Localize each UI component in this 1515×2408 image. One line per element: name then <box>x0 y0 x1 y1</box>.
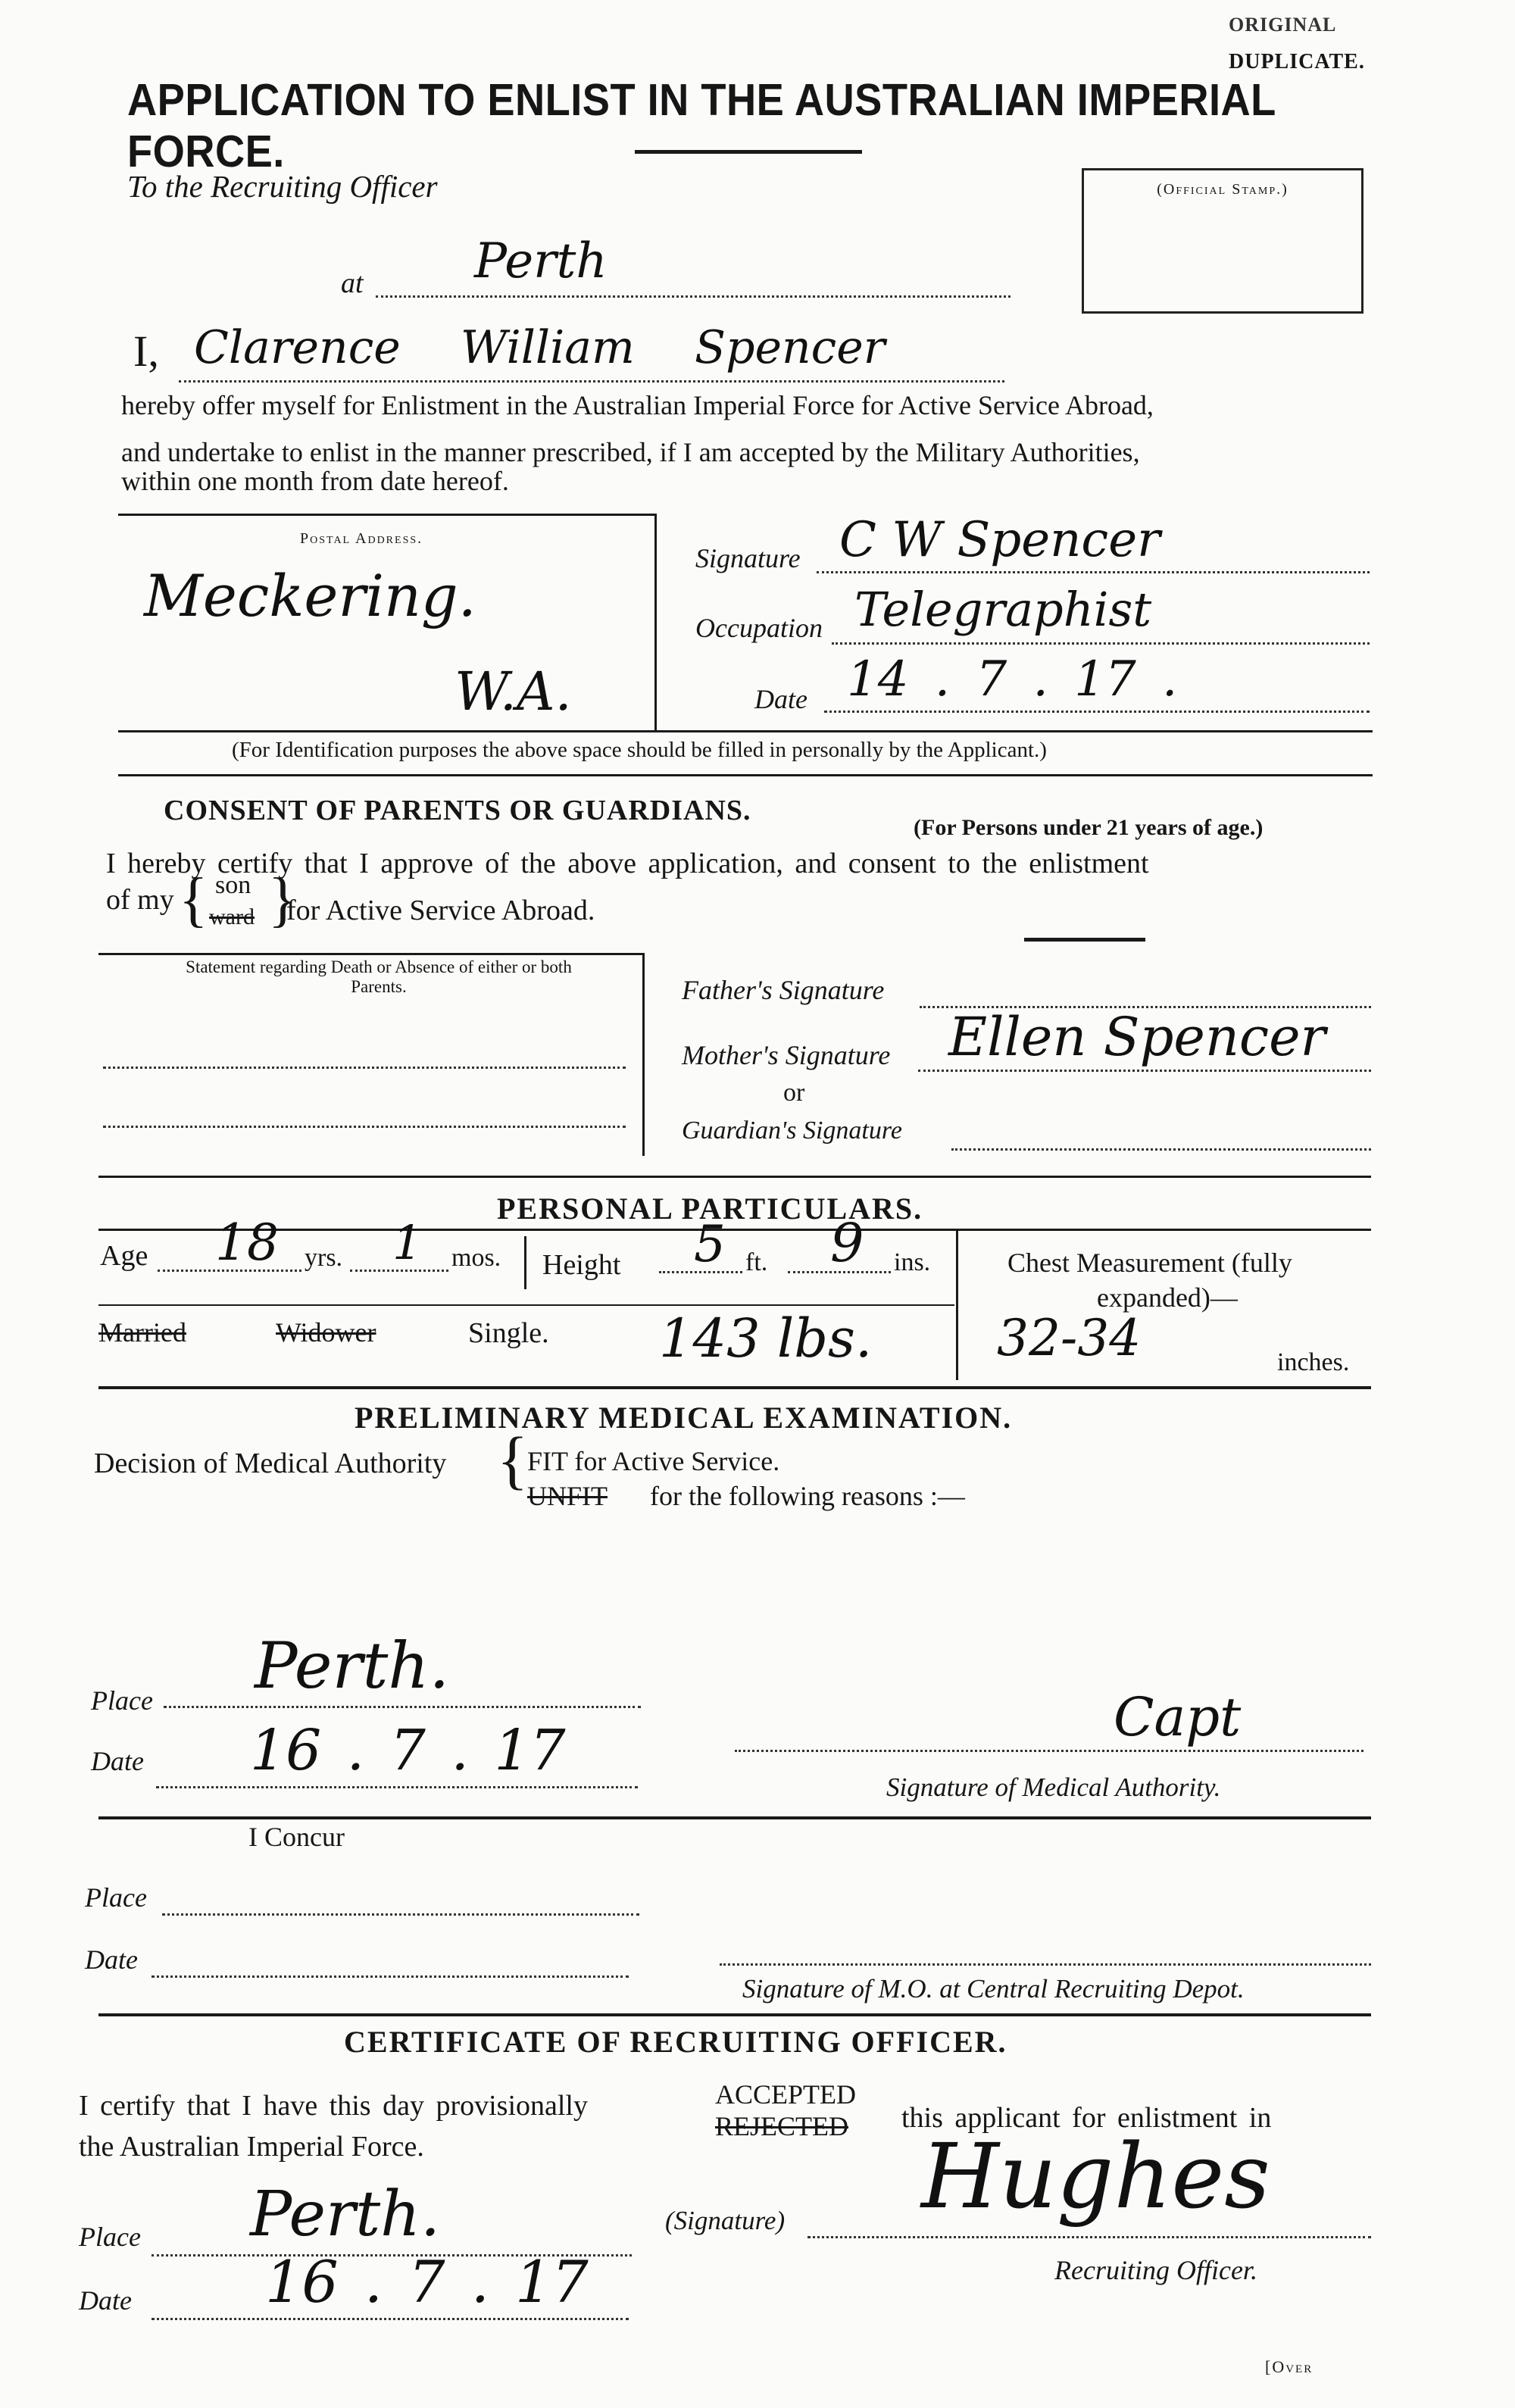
signature-label: Signature <box>695 543 801 573</box>
duplicate-mark: DUPLICATE. <box>1229 50 1365 73</box>
official-stamp-box <box>1082 168 1364 314</box>
identification-note: (For Identification purposes the above space should be filled in personally by the Applicant.) <box>232 738 1047 762</box>
certificate-top-rule <box>98 2013 1371 2016</box>
medical-date-value: 16 . 7 . 17 <box>250 1718 566 1783</box>
guardian-signature-label: Guardian's Signature <box>682 1117 902 1145</box>
consent-line-2-suffix: for Active Service Abroad. <box>286 895 595 926</box>
age-height-divider <box>524 1236 526 1289</box>
mo-signature-field[interactable] <box>720 1935 1371 1966</box>
original-mark: ORIGINAL <box>1229 14 1337 36</box>
concur-date-field[interactable] <box>152 1947 629 1978</box>
personal-heading: PERSONAL PARTICULARS. <box>497 1192 923 1226</box>
statement-line-1[interactable] <box>103 1038 626 1069</box>
medical-authority-signature-field[interactable] <box>735 1686 1364 1752</box>
consent-bottom-rule <box>98 1176 1371 1178</box>
offer-line-3: within one month from date hereof. <box>121 466 509 496</box>
accepted-option: ACCEPTED <box>715 2079 857 2110</box>
name-value: Clarence William Spencer <box>194 321 886 374</box>
certificate-signature-field[interactable] <box>807 2124 1371 2238</box>
concur-place-label: Place <box>85 1882 147 1913</box>
medical-place-field[interactable] <box>164 1629 641 1708</box>
form-title: APPLICATION TO ENLIST IN THE AUSTRALIAN IMPERIAL FORCE. <box>127 75 1276 176</box>
ward-option: ward <box>209 904 255 929</box>
signature-value: C W Spencer <box>839 512 1160 568</box>
name-field[interactable] <box>179 321 1004 383</box>
dash-mark <box>1024 938 1145 942</box>
statement-box-right <box>642 953 645 1156</box>
to-recruiting-officer-label: To the Recruiting Officer <box>127 169 438 204</box>
rejected-option: REJECTED <box>715 2111 848 2141</box>
age-months-value: 1 <box>392 1215 423 1270</box>
age-months-field[interactable] <box>350 1215 448 1272</box>
personal-middle-rule <box>98 1304 954 1306</box>
occupation-field[interactable] <box>832 582 1370 645</box>
date-label: Date <box>754 684 807 714</box>
chest-label-line1: Chest Measurement (fully <box>1007 1248 1292 1278</box>
age-years-field[interactable] <box>158 1213 301 1272</box>
over-label: [Over <box>1265 2357 1314 2376</box>
concur-top-rule <box>98 1816 1371 1819</box>
unfit-option: UNFIT <box>527 1481 608 1511</box>
ft-label: ft. <box>745 1248 768 1276</box>
occupation-value: Telegraphist <box>854 582 1152 637</box>
signature-field[interactable] <box>817 512 1370 573</box>
official-stamp-label: (Official Stamp.) <box>1157 181 1289 198</box>
yrs-label: yrs. <box>305 1244 343 1272</box>
father-signature-label: Father's Signature <box>682 975 885 1005</box>
chest-label-line2: expanded)— <box>1097 1282 1238 1313</box>
identification-bottom-rule <box>118 774 1373 776</box>
mother-signature-value: Ellen Spencer <box>948 1006 1326 1068</box>
identification-top-rule <box>118 730 1373 732</box>
medical-place-label: Place <box>91 1685 153 1716</box>
postal-address-line1[interactable]: Meckering. <box>144 562 476 629</box>
medical-heading: PRELIMINARY MEDICAL EXAMINATION. <box>355 1401 1013 1435</box>
certificate-line-2: the Australian Imperial Force. <box>79 2131 424 2163</box>
certificate-signature-value: Hughes <box>921 2124 1270 2228</box>
single-option: Single. <box>468 1317 549 1349</box>
married-option: Married <box>98 1317 186 1348</box>
consent-line-1: I hereby certify that I approve of the above application, and consent to the enlistment <box>106 848 1149 879</box>
statement-label: Statement regarding Death or Absence of either or both Parents. <box>186 957 572 996</box>
mo-signature-label: Signature of M.O. at Central Recruiting Depot. <box>742 1974 1245 2004</box>
postal-box-right <box>654 514 657 732</box>
height-label: Height <box>542 1249 621 1281</box>
height-ft-field[interactable] <box>659 1215 742 1273</box>
mos-label: mos. <box>451 1244 501 1272</box>
certificate-date-field[interactable] <box>152 2248 629 2320</box>
at-field[interactable] <box>376 233 1011 298</box>
statement-box-top <box>98 953 644 955</box>
weight-value[interactable]: 143 lbs. <box>659 1307 873 1370</box>
medical-date-field[interactable] <box>156 1718 638 1788</box>
postal-address-line2[interactable]: W.A. <box>454 661 572 723</box>
ins-label: ins. <box>894 1248 931 1276</box>
offer-line-2: and undertake to enlist in the manner prescribed, if I am accepted by the Military Authorities, <box>121 437 1140 467</box>
concur-place-field[interactable] <box>162 1885 639 1916</box>
date-field[interactable] <box>824 651 1370 713</box>
medical-authority-signature-label: Signature of Medical Authority. <box>886 1772 1221 1802</box>
consent-heading-note: (For Persons under 21 years of age.) <box>914 815 1264 840</box>
consent-heading: CONSENT OF PARENTS OR GUARDIANS. <box>164 795 751 826</box>
age-label: Age <box>100 1240 148 1272</box>
guardian-signature-field[interactable] <box>951 1120 1371 1151</box>
statement-line-2[interactable] <box>103 1097 626 1128</box>
i-label: I, <box>133 326 159 376</box>
height-ins-field[interactable] <box>788 1212 891 1274</box>
certificate-line-1-suffix: this applicant for enlistment in <box>901 2102 1272 2134</box>
at-value: Perth <box>474 233 608 289</box>
mother-signature-field[interactable] <box>918 1006 1371 1072</box>
personal-divider <box>956 1229 958 1380</box>
at-label: at <box>341 267 364 299</box>
medical-date-label-text: Date <box>91 1746 144 1776</box>
certificate-place-label: Place <box>79 2222 141 2252</box>
age-years-value: 18 <box>215 1213 279 1272</box>
certificate-line-1-prefix: I certify that I have this day provisionally <box>79 2090 588 2122</box>
offer-line-1: hereby offer myself for Enlistment in the Australian Imperial Force for Active Service Abroad, <box>121 390 1154 420</box>
recruiting-officer-label: Recruiting Officer. <box>1054 2255 1257 2285</box>
consent-line-2-prefix: of my <box>106 884 174 916</box>
concur-label: I Concur <box>248 1822 345 1852</box>
title-underline <box>635 150 862 154</box>
son-ward-close-brace: } <box>268 867 298 933</box>
personal-bottom-rule <box>98 1386 1371 1389</box>
or-label: or <box>783 1079 805 1107</box>
inches-label: inches. <box>1277 1348 1350 1376</box>
certificate-signature-label: (Signature) <box>665 2206 786 2235</box>
date-value: 14 . 7 . 17 . <box>847 651 1178 707</box>
postal-address-label: Postal Address. <box>300 530 423 547</box>
certificate-date-value: 16 . 7 . 17 <box>265 2248 589 2316</box>
decision-label: Decision of Medical Authority <box>94 1448 447 1479</box>
medical-authority-signature-value: Capt <box>1114 1686 1242 1748</box>
father-signature-field[interactable] <box>920 977 1371 1008</box>
certificate-date-label: Date <box>79 2285 132 2316</box>
widower-option: Widower <box>276 1317 376 1348</box>
certificate-heading: CERTIFICATE OF RECRUITING OFFICER. <box>344 2025 1007 2059</box>
postal-box-top <box>118 514 656 516</box>
occupation-label: Occupation <box>695 613 823 643</box>
medical-place-value: Perth. <box>255 1629 450 1703</box>
son-option: son <box>215 871 251 899</box>
son-ward-brace: { <box>179 867 208 933</box>
chest-value[interactable]: 32-34 <box>997 1309 1142 1367</box>
decision-brace: { <box>497 1423 529 1496</box>
certificate-place-value: Perth. <box>250 2178 441 2250</box>
unfit-reasons-label: for the following reasons :— <box>650 1481 965 1511</box>
height-ins-value: 9 <box>830 1212 864 1274</box>
height-ft-value: 5 <box>694 1215 726 1273</box>
fit-option: FIT for Active Service. <box>527 1446 780 1476</box>
concur-date-label: Date <box>85 1944 138 1975</box>
mother-signature-label: Mother's Signature <box>682 1040 891 1070</box>
